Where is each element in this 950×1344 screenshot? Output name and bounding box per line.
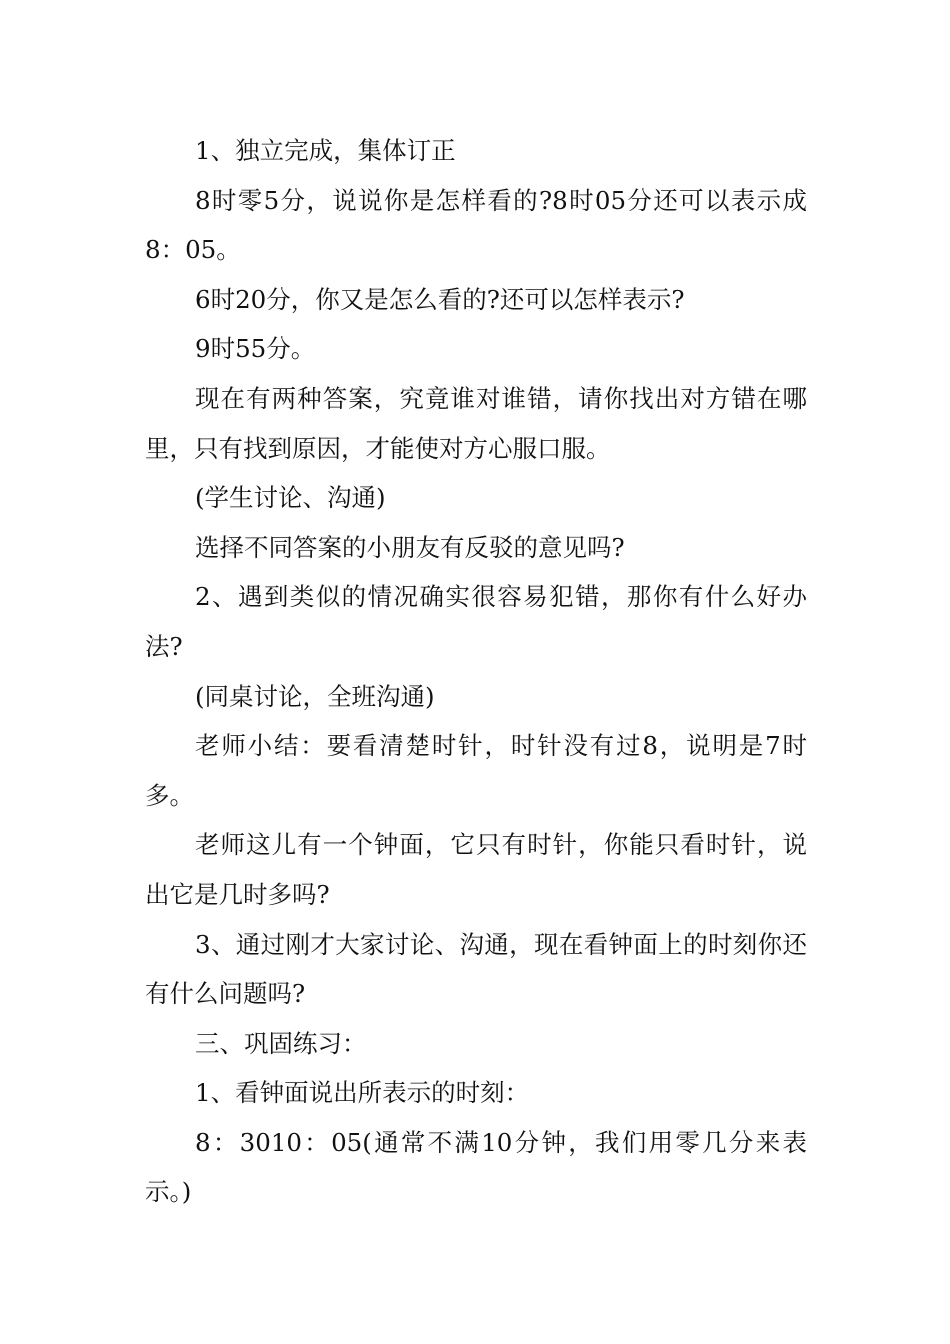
paragraph-5: 现在有两种答案，究竟谁对谁错，请你找出对方错在哪里，只有找到原因，才能使对方心服口服。 (145, 383, 807, 463)
paragraph-7: 选择不同答案的小朋友有反驳的意见吗? (195, 532, 625, 562)
document-body (145, 126, 807, 1217)
paragraph-4: 9时55分。 (195, 334, 316, 364)
paragraph-8: 2、遇到类似的情况确实很容易犯错，那你有什么好办法? (145, 582, 807, 661)
paragraph-11: 老师这儿有一个钟面，它只有时针，你能只看时针，说出它是几时多吗? (145, 830, 807, 909)
paragraph-6: (学生讨论、沟通) (195, 483, 386, 513)
paragraph-10: 老师小结：要看清楚时针，时针没有过8，说明是7时多。 (145, 731, 807, 810)
paragraph-14: 1、看钟面说出所表示的时刻： (195, 1078, 530, 1108)
paragraph-15: 8：3010：05(通常不满10分钟，我们用零几分来表示。) (145, 1127, 807, 1207)
paragraph-1: 1、独立完成，集体订正 (195, 136, 456, 165)
paragraph-9: (同桌讨论，全班沟通) (195, 681, 435, 711)
paragraph-12: 3、通过刚才大家讨论、沟通，现在看钟面上的时刻你还有什么问题吗? (145, 929, 807, 1009)
paragraph-3: 6时20分，你又是怎么看的?还可以怎样表示? (195, 284, 685, 314)
paragraph-13: 三、巩固练习： (195, 1028, 367, 1058)
paragraph-2: 8时零5分，说说你是怎样看的?8时05分还可以表示成8：05。 (145, 185, 807, 265)
